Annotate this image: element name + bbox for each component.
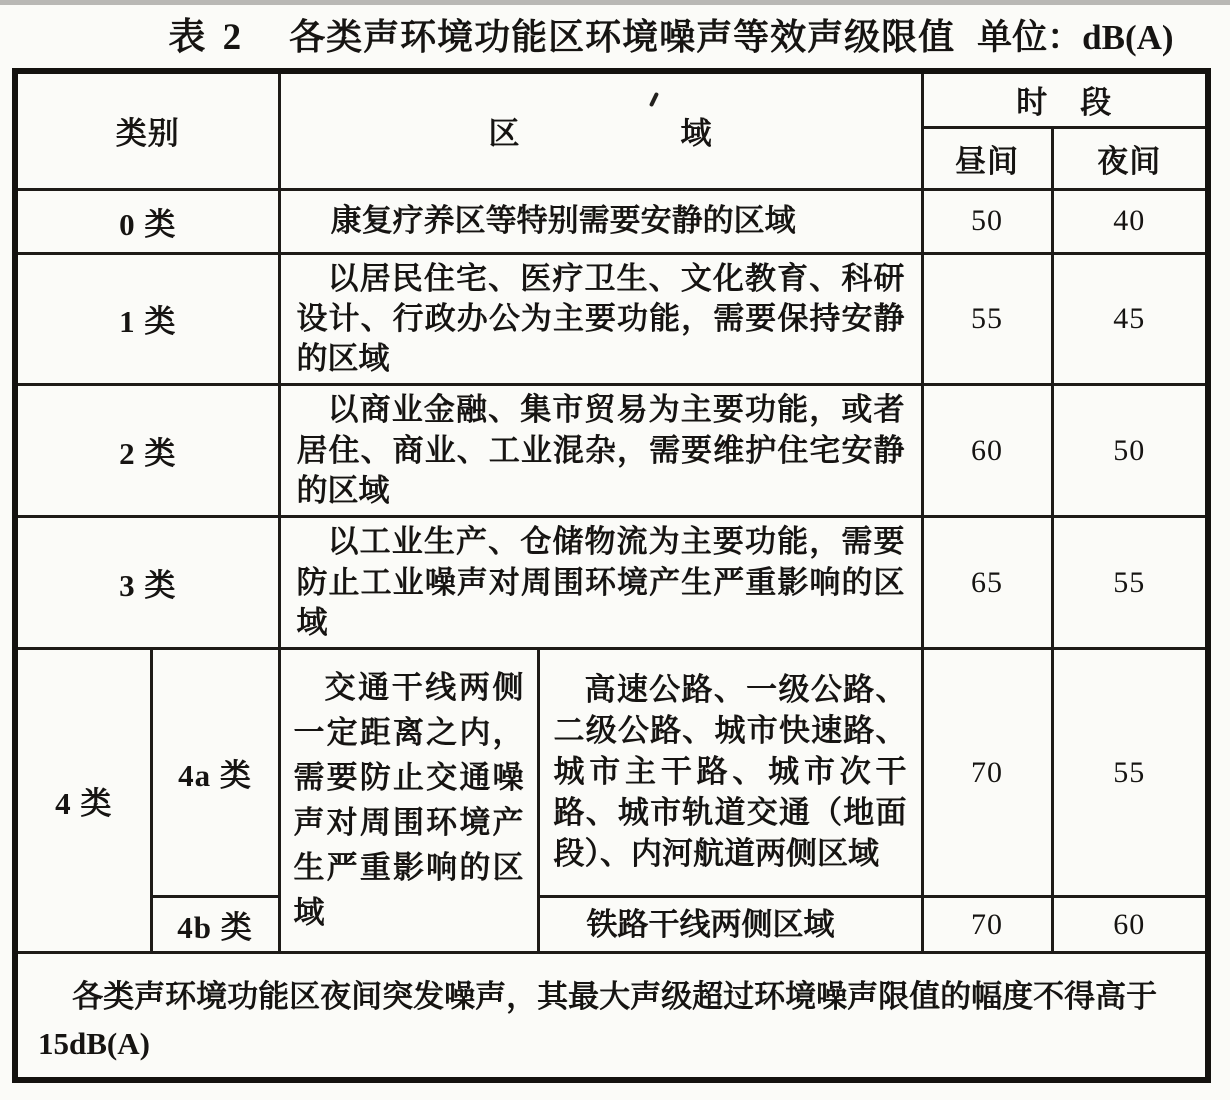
region-cell: 以工业生产、仓储物流为主要功能，需要防止工业噪声对周围环境产生严重影响的区域 bbox=[279, 517, 922, 649]
table-row-class2 bbox=[15, 385, 1208, 517]
table-number-label: 表 2 bbox=[168, 17, 246, 58]
table-note-row bbox=[15, 953, 1208, 1081]
region-cell: 以居民住宅、医疗卫生、文化教育、科研设计、行政办公为主要功能，需要保持安静的区域 bbox=[279, 253, 922, 385]
night-limit-cell: 55 bbox=[1052, 649, 1208, 897]
category-cell: 0 类 bbox=[15, 189, 279, 253]
table-title-text: 各类声环境功能区环境噪声等效声级限值 bbox=[289, 17, 956, 57]
header-category: 类别 bbox=[15, 71, 279, 189]
region-cell: 铁路干线两侧区域 bbox=[538, 897, 922, 953]
subcategory-cell: 4a 类 bbox=[151, 649, 279, 897]
day-limit-cell: 70 bbox=[922, 649, 1052, 897]
table-title bbox=[56, 6, 1230, 60]
day-limit-cell: 70 bbox=[922, 897, 1052, 953]
region-cell: 高速公路、一级公路、二级公路、城市快速路、城市主干路、城市次干路、城市轨道交通（地面段）、内河航道两侧区域 bbox=[538, 649, 922, 897]
noise-limit-table bbox=[12, 68, 1211, 1083]
header-row-1 bbox=[15, 71, 1208, 127]
shared-region-cell: 交通干线两侧一定距离之内，需要防止交通噪声对周围环境产生严重影响的区域 bbox=[279, 649, 538, 953]
note-cell: 各类声环境功能区夜间突发噪声，其最大声级超过环境噪声限值的幅度不得高于 15dB(A) bbox=[15, 953, 1208, 1081]
scan-edge-artifact bbox=[0, 0, 1230, 5]
table-row-class4a bbox=[15, 649, 1208, 897]
night-limit-cell: 55 bbox=[1052, 517, 1208, 649]
header-period: 时 段 bbox=[922, 71, 1208, 127]
header-day: 昼间 bbox=[922, 127, 1052, 189]
table-row-class0 bbox=[15, 189, 1208, 253]
table-row-class1 bbox=[15, 253, 1208, 385]
table-row-class4b bbox=[15, 897, 1208, 953]
night-limit-cell: 50 bbox=[1052, 385, 1208, 517]
category-cell-class4: 4 类 bbox=[15, 649, 151, 953]
category-cell: 3 类 bbox=[15, 517, 279, 649]
subcategory-cell: 4b 类 bbox=[151, 897, 279, 953]
region-cell: 以商业金融、集市贸易为主要功能，或者居住、商业、工业混杂，需要维护住宅安静的区域 bbox=[279, 385, 922, 517]
day-limit-cell: 65 bbox=[922, 517, 1052, 649]
category-cell: 2 类 bbox=[15, 385, 279, 517]
header-night: 夜间 bbox=[1052, 127, 1208, 189]
table-unit-label: 单位：dB(A) bbox=[977, 18, 1174, 57]
day-limit-cell: 55 bbox=[922, 253, 1052, 385]
night-limit-cell: 40 bbox=[1052, 189, 1208, 253]
category-cell: 1 类 bbox=[15, 253, 279, 385]
night-limit-cell: 45 bbox=[1052, 253, 1208, 385]
region-cell: 康复疗养区等特别需要安静的区域 bbox=[279, 189, 922, 253]
day-limit-cell: 60 bbox=[922, 385, 1052, 517]
night-limit-cell: 60 bbox=[1052, 897, 1208, 953]
day-limit-cell: 50 bbox=[922, 189, 1052, 253]
header-region: 区 域 bbox=[279, 71, 922, 189]
table-row-class3 bbox=[15, 517, 1208, 649]
